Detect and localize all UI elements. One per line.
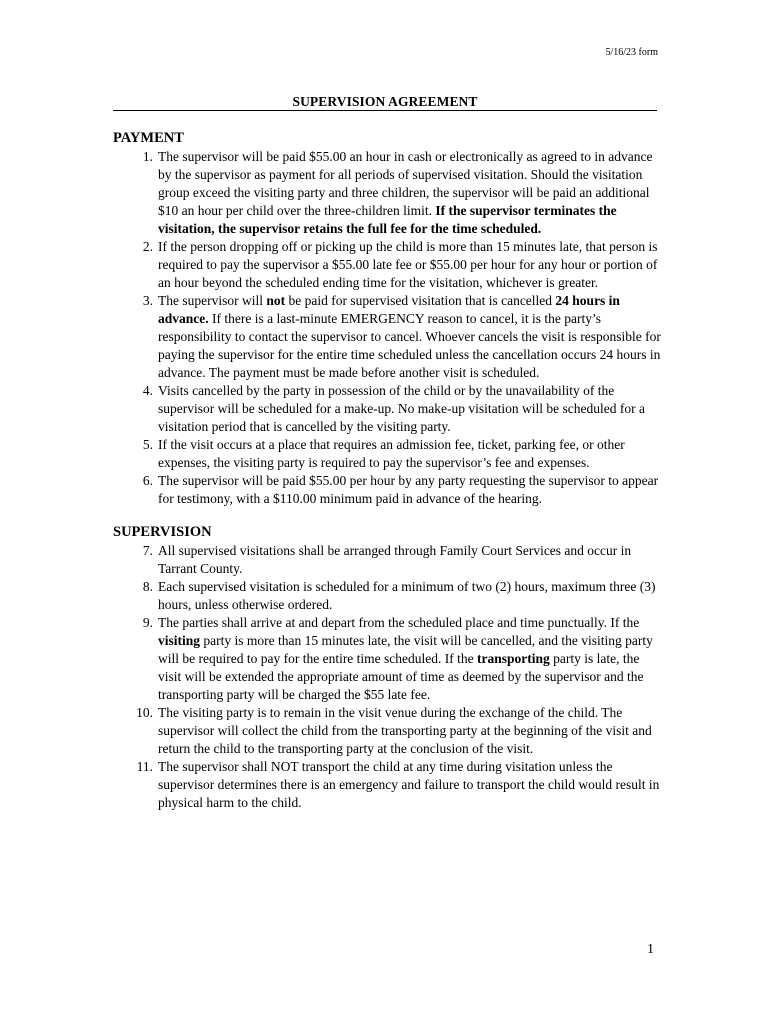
clause-number: 7.: [142, 543, 153, 558]
document-title: SUPERVISION AGREEMENT: [292, 94, 478, 109]
title-rule: [113, 94, 657, 111]
page-number: 1: [647, 942, 654, 957]
clause-text: The supervisor will be paid $55.00 per hour by any party requesting the supervisor to appear for testimony, with a $110.00 minimum paid in advance of the hearing.: [158, 473, 659, 506]
clause-text-bold: transporting: [477, 651, 550, 666]
clause-number: 4.: [142, 383, 153, 398]
clause-item: [113, 704, 661, 758]
form-date: 5/16/23 form: [605, 47, 658, 58]
clause-text: Each supervised visitation is scheduled for a minimum of two (2) hours, maximum three (3) hours, unless otherwise ordered.: [158, 579, 656, 612]
clause-text-bold: not: [266, 293, 286, 308]
clause-number: 10.: [136, 705, 153, 720]
clause-list: [113, 148, 661, 508]
clause-list: [113, 542, 661, 812]
clause-number: 11.: [136, 759, 153, 774]
clause-text: All supervised visitations shall be arranged through Family Court Services and occur in Tarrant County.: [158, 543, 632, 576]
clause-number: 2.: [142, 239, 153, 254]
clause-item: [113, 472, 661, 508]
clause-item: [113, 758, 661, 812]
clause-text-bold: 24 hours in advance.: [158, 293, 620, 326]
clause-text: be paid for supervised visitation that is cancelled: [285, 293, 556, 308]
clause-text: party is late, the visit will be extended the appropriate amount of time as deemed by the supervisor and the transporting party will be charged the $55 late fee.: [158, 651, 644, 702]
section-heading-payment: PAYMENT: [113, 130, 184, 146]
clause-number: 3.: [142, 293, 153, 308]
clause-item: [113, 436, 661, 472]
document-body: [113, 128, 661, 812]
clause-item: [113, 238, 661, 292]
clause-item: [113, 148, 661, 238]
clause-text-bold: If the supervisor terminates the visitation, the supervisor retains the full fee for the time scheduled.: [158, 203, 617, 236]
clause-item: [113, 578, 661, 614]
clause-text: The supervisor will be paid $55.00 an hour in cash or electronically as agreed to in advance by the supervisor as payment for all periods of supervised visitation. Should the visitation group exceed the visiting party and three children, the supervisor will be paid an additional $10 an hour per child over the three-children limit.: [158, 149, 653, 218]
clause-text: The visiting party is to remain in the visit venue during the exchange of the child. The supervisor will collect the child from the transporting party at the beginning of the visit and return the child to the transporting party at the conclusion of the visit.: [158, 705, 652, 756]
clause-number: 6.: [142, 473, 153, 488]
clause-text: The parties shall arrive at and depart from the scheduled place and time punctually. If the: [158, 615, 640, 630]
clause-item: [113, 614, 661, 704]
clause-item: [113, 292, 661, 382]
clause-text: The supervisor shall NOT transport the child at any time during visitation unless the supervisor determines there is an emergency and failure to transport the child would result in physical harm to the child.: [158, 759, 660, 810]
clause-number: 9.: [142, 615, 153, 630]
clause-item: [113, 382, 661, 436]
clause-text: Visits cancelled by the party in possession of the child or by the unavailability of the supervisor will be scheduled for a make-up. No make-up visitation will be scheduled for a visitation period that is cancelled by the visiting party.: [158, 383, 645, 434]
clause-text: The supervisor will: [158, 293, 267, 308]
clause-number: 5.: [142, 437, 153, 452]
clause-text-bold: visiting: [158, 633, 201, 648]
clause-number: 8.: [142, 579, 153, 594]
clause-text: If there is a last-minute EMERGENCY reason to cancel, it is the party’s responsibility to contact the supervisor to cancel. Whoever cancels the visit is responsible for paying the supervisor for the entire time scheduled unless the cancellation occurs 24 hours in advance. The payment must be made before another visit is scheduled.: [158, 311, 661, 380]
clause-text: If the visit occurs at a place that requires an admission fee, ticket, parking fee, or other expenses, the visiting party is required to pay the supervisor’s fee and expenses.: [158, 437, 625, 470]
clause-text: party is more than 15 minutes late, the visit will be cancelled, and the visiting party will be required to pay for the entire time scheduled. If the: [158, 633, 653, 666]
clause-number: 1.: [142, 149, 153, 164]
section-heading-supervision: SUPERVISION: [113, 524, 212, 540]
clause-text: If the person dropping off or picking up the child is more than 15 minutes late, that person is required to pay the supervisor a $55.00 late fee or $55.00 per hour for any hour or portion of an hour beyond the scheduled ending time for the visitation, whichever is greater.: [158, 239, 658, 290]
clause-item: [113, 542, 661, 578]
